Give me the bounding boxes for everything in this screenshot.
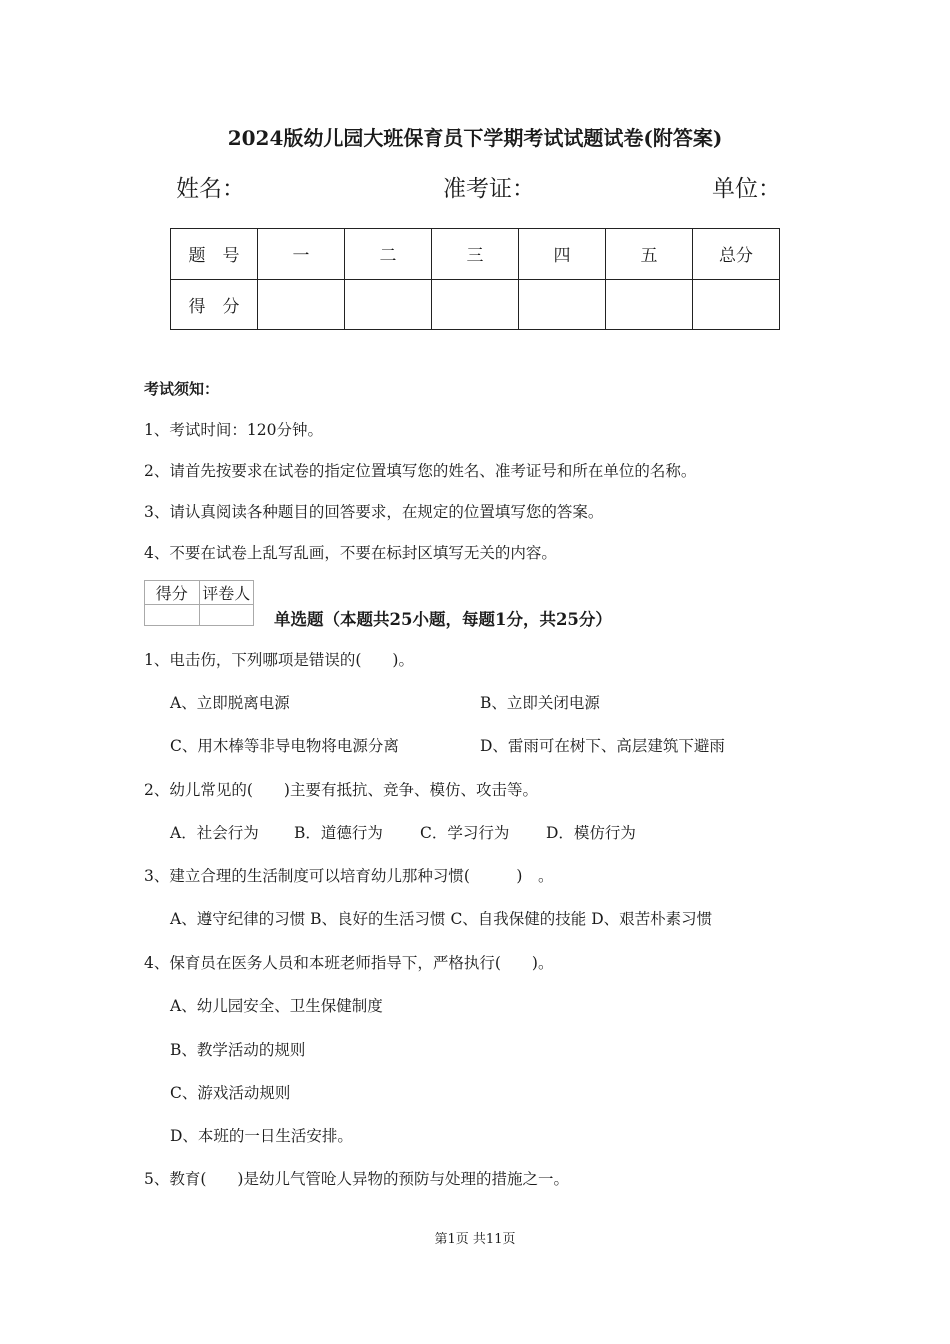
grader-name-label: 评卷人 bbox=[199, 581, 254, 605]
score-header-cell: 总分 bbox=[693, 229, 780, 280]
score-header-cell: 四 bbox=[519, 229, 606, 280]
score-header-cell: 二 bbox=[345, 229, 432, 280]
question-option[interactable]: C、游戏活动规则 bbox=[170, 1084, 291, 1102]
question-stem: 2、幼儿常见的( )主要有抵抗、竞争、模仿、攻击等。 bbox=[144, 781, 538, 799]
question-option[interactable]: D、本班的一日生活安排。 bbox=[170, 1127, 353, 1145]
grader-box bbox=[144, 580, 254, 626]
question-option[interactable]: A．社会行为 bbox=[170, 824, 259, 842]
score-table bbox=[170, 228, 780, 330]
question-option[interactable]: B、立即关闭电源 bbox=[480, 694, 600, 712]
grader-score-label: 得分 bbox=[145, 581, 200, 605]
score-cell[interactable] bbox=[345, 279, 432, 330]
question-stem: 5、教育( )是幼儿气管呛人异物的预防与处理的措施之一。 bbox=[144, 1170, 569, 1188]
question-option[interactable]: B．道德行为 bbox=[294, 824, 383, 842]
notice-item: 4、不要在试卷上乱写乱画，不要在标封区填写无关的内容。 bbox=[144, 544, 557, 562]
question-option[interactable]: D．模仿行为 bbox=[546, 824, 636, 842]
notice-item: 1、考试时间：120分钟。 bbox=[144, 421, 323, 439]
question-option[interactable]: A、遵守纪律的习惯 B、良好的生活习惯 C、自我保健的技能 D、艰苦朴素习惯 bbox=[170, 910, 713, 928]
score-row-label: 得 分 bbox=[171, 279, 258, 330]
notice-item: 2、请首先按要求在试卷的指定位置填写您的姓名、准考证号和所在单位的名称。 bbox=[144, 462, 697, 480]
question-option[interactable]: C、用木棒等非导电物将电源分离 bbox=[170, 737, 399, 755]
score-cell[interactable] bbox=[693, 279, 780, 330]
question-option[interactable]: A、幼儿园安全、卫生保健制度 bbox=[170, 997, 383, 1015]
score-cell[interactable] bbox=[519, 279, 606, 330]
score-header-cell: 一 bbox=[258, 229, 345, 280]
page-footer: 第1页 共11页 bbox=[434, 1232, 516, 1247]
question-stem: 1、电击伤，下列哪项是错误的( )。 bbox=[144, 651, 414, 669]
document-title: 2024版幼儿园大班保育员下学期考试试题试卷(附答案) bbox=[227, 126, 723, 150]
exam-id-label: 准考证： bbox=[443, 176, 535, 202]
score-header-cell: 题 号 bbox=[171, 229, 258, 280]
section-heading: 单选题（本题共25小题，每题1分，共25分） bbox=[274, 610, 612, 629]
score-cell[interactable] bbox=[258, 279, 345, 330]
score-table-header-row bbox=[171, 229, 780, 280]
grader-name-cell[interactable] bbox=[199, 605, 254, 626]
score-header-cell: 三 bbox=[432, 229, 519, 280]
question-option[interactable]: D、雷雨可在树下、高层建筑下避雨 bbox=[480, 737, 725, 755]
score-cell[interactable] bbox=[432, 279, 519, 330]
question-stem: 4、保育员在医务人员和本班老师指导下，严格执行( )。 bbox=[144, 954, 554, 972]
question-stem: 3、建立合理的生活制度可以培育幼儿那种习惯( ) 。 bbox=[144, 867, 554, 885]
score-table-score-row bbox=[171, 279, 780, 330]
question-option[interactable]: A、立即脱离电源 bbox=[170, 694, 290, 712]
grader-score-cell[interactable] bbox=[145, 605, 200, 626]
name-label: 姓名： bbox=[176, 176, 245, 202]
question-option[interactable]: B、教学活动的规则 bbox=[170, 1041, 306, 1059]
unit-label: 单位： bbox=[712, 176, 781, 202]
notice-heading: 考试须知： bbox=[144, 380, 220, 398]
notice-item: 3、请认真阅读各种题目的回答要求，在规定的位置填写您的答案。 bbox=[144, 503, 604, 521]
score-header-cell: 五 bbox=[606, 229, 693, 280]
question-option[interactable]: C．学习行为 bbox=[420, 824, 510, 842]
score-cell[interactable] bbox=[606, 279, 693, 330]
